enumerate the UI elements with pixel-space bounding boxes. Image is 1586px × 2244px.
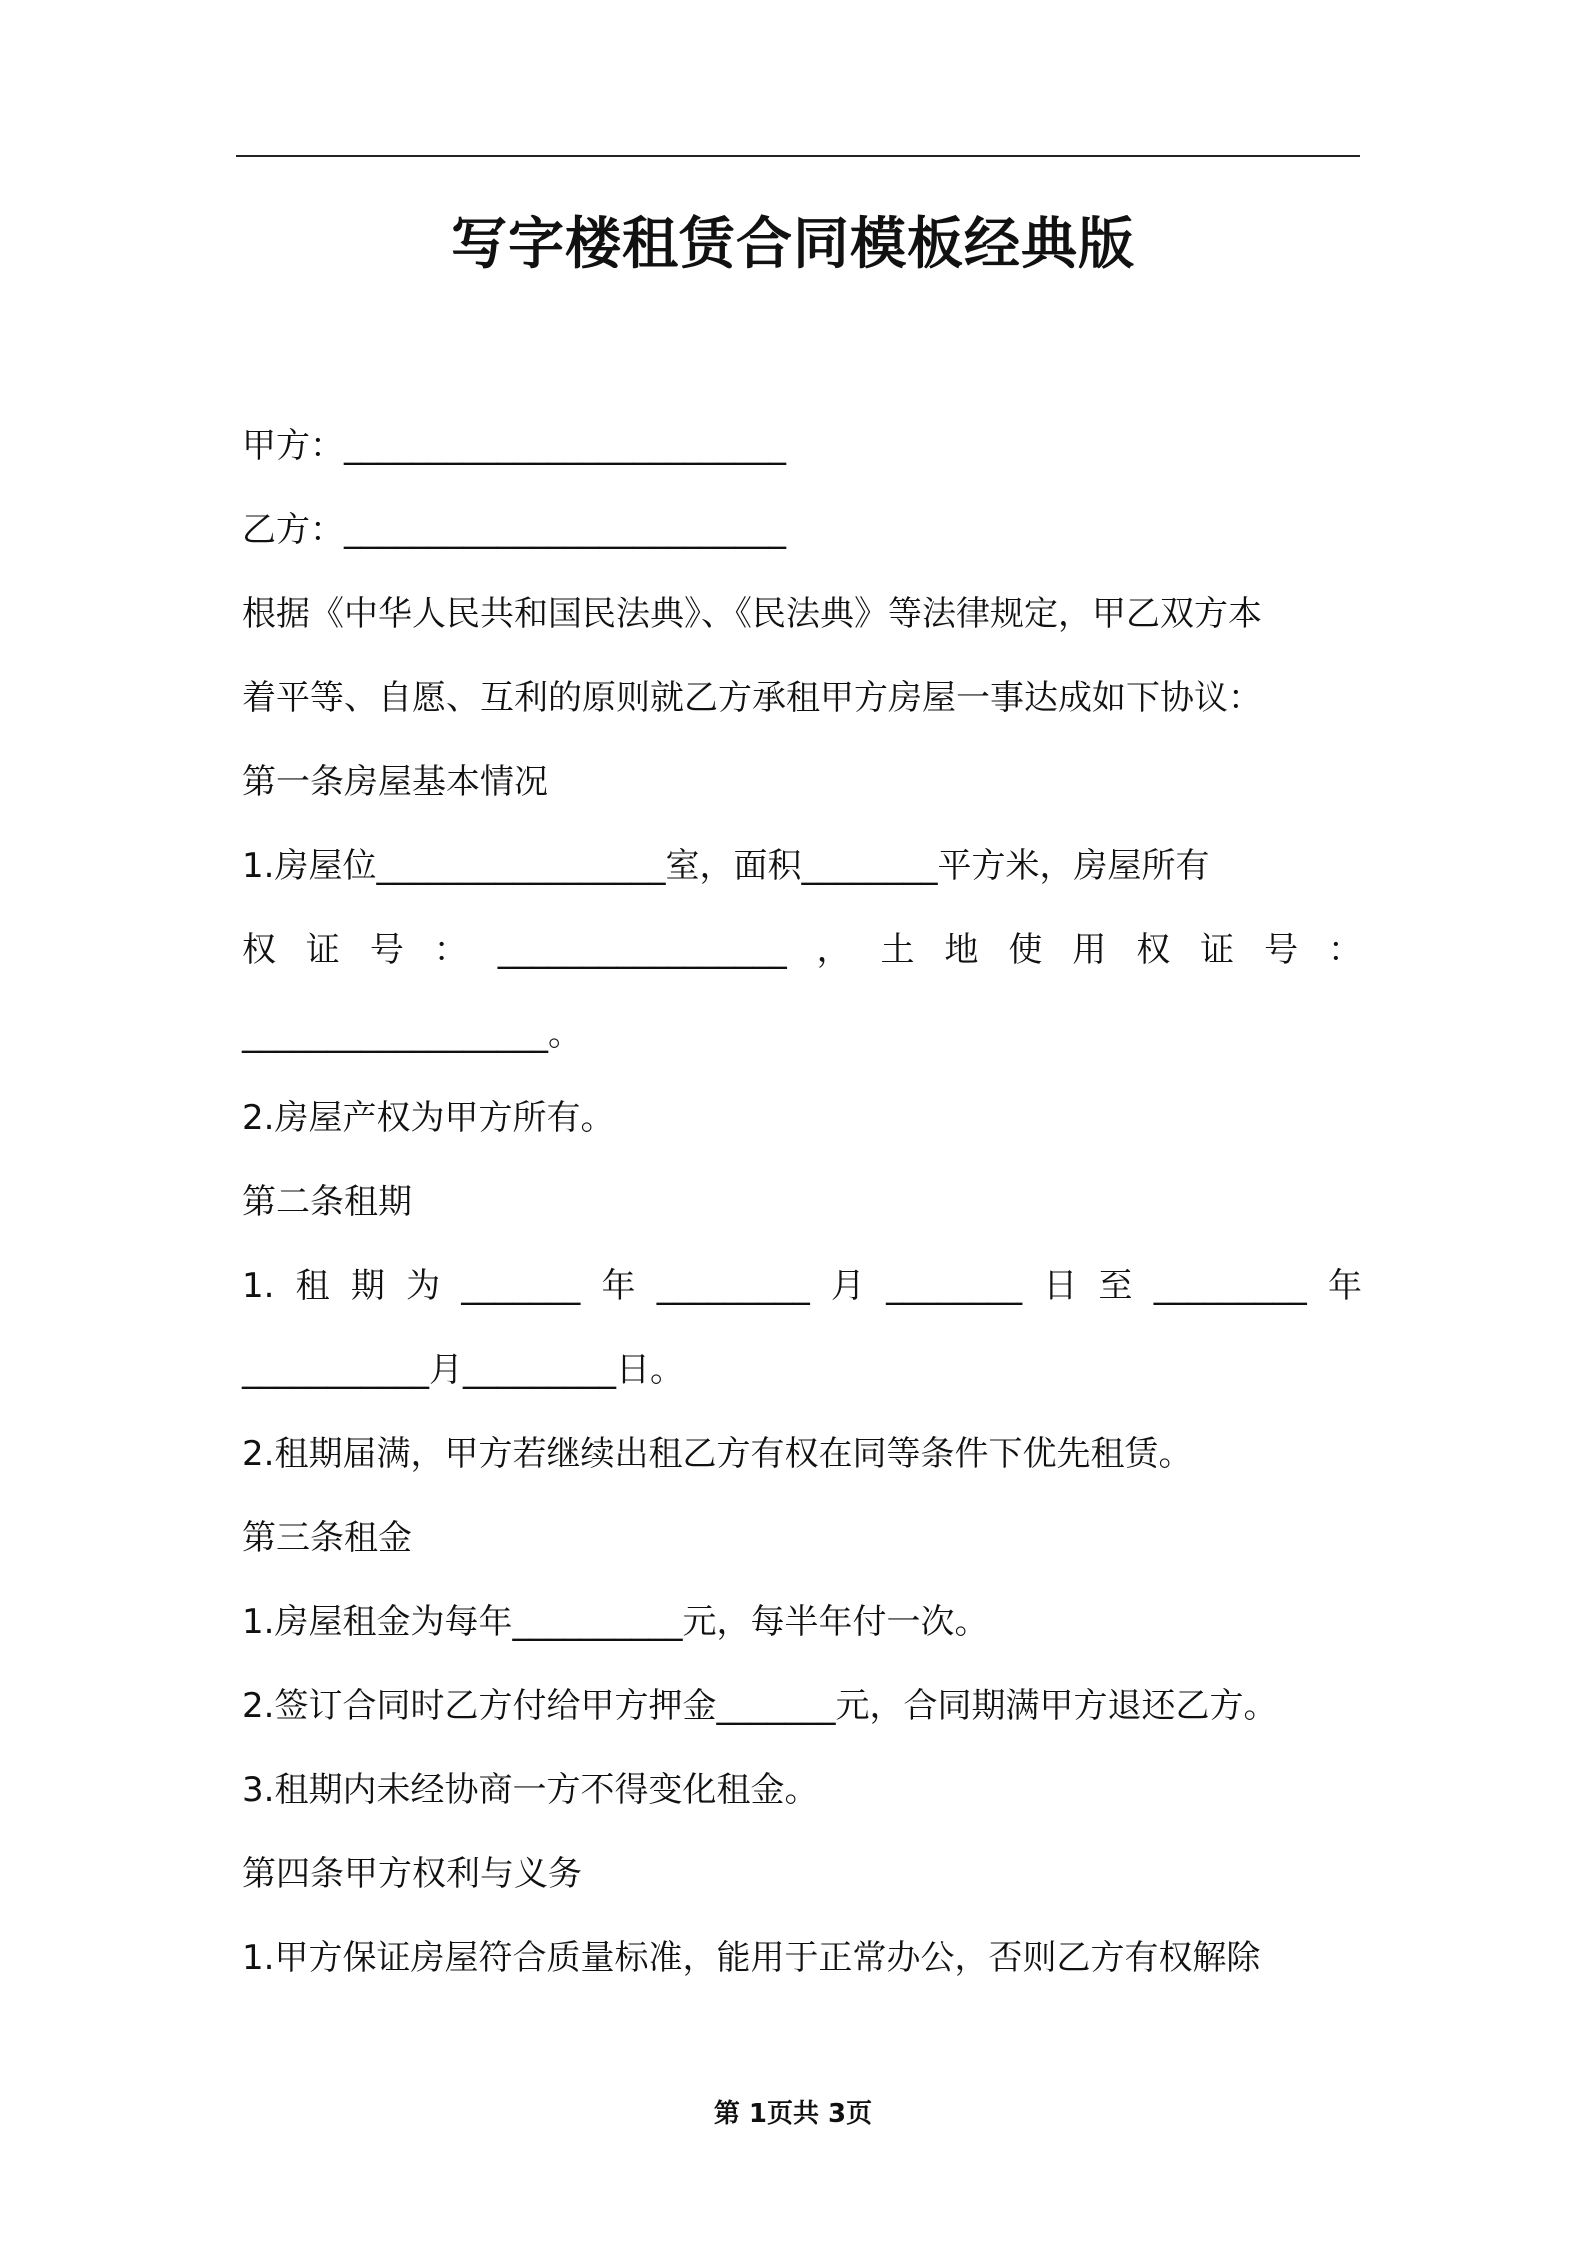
clause-line: 1.房屋位_________________室，面积________平方米，房屋所有 (242, 846, 1210, 886)
clause-line: 3.租期内未经协商一方不得变化租金。 (242, 1770, 819, 1810)
clause-line: __________________。 (242, 1014, 582, 1054)
page-footer: 第 1页共 3页 (713, 2099, 873, 2129)
preamble-line-1: 根据《中华人民共和国民法典》、《民法典》等法律规定，甲乙双方本 (242, 594, 1262, 634)
section-heading-4: 第四条甲方权利与义务 (242, 1854, 582, 1894)
preamble-line-2: 着平等、自愿、互利的原则就乙方承租甲方房屋一事达成如下协议： (242, 678, 1262, 718)
clause-line: 2.租期届满，甲方若继续出租乙方有权在同等条件下优先租赁。 (242, 1434, 1193, 1474)
document-body (242, 404, 1362, 2000)
section-heading-1: 第一条房屋基本情况 (242, 762, 548, 802)
section-heading-3: 第三条租金 (242, 1518, 412, 1558)
document-title: 写字楼租赁合同模板经典版 (451, 212, 1135, 277)
party-a-line: 甲方：__________________________ (242, 426, 786, 466)
clause-line: 1.房屋租金为每年__________元，每半年付一次。 (242, 1602, 989, 1642)
clause-line: 1.甲方保证房屋符合质量标准，能用于正常办公，否则乙方有权解除 (242, 1938, 1261, 1978)
clause-line: 2.签订合同时乙方付给甲方押金_______元，合同期满甲方退还乙方。 (242, 1686, 1278, 1726)
party-b-line: 乙方：__________________________ (242, 510, 786, 550)
clause-line: ___________月_________日。 (242, 1350, 684, 1390)
clause-line: 2.房屋产权为甲方所有。 (242, 1098, 615, 1138)
clause-line-justified: 1.租期为_______年_________月________日至_________年 (242, 1266, 1362, 1306)
clause-line-justified: 权证号：_________________，土地使用权证号： (242, 930, 1362, 970)
header-rule (236, 155, 1360, 157)
section-heading-2: 第二条租期 (242, 1182, 412, 1222)
